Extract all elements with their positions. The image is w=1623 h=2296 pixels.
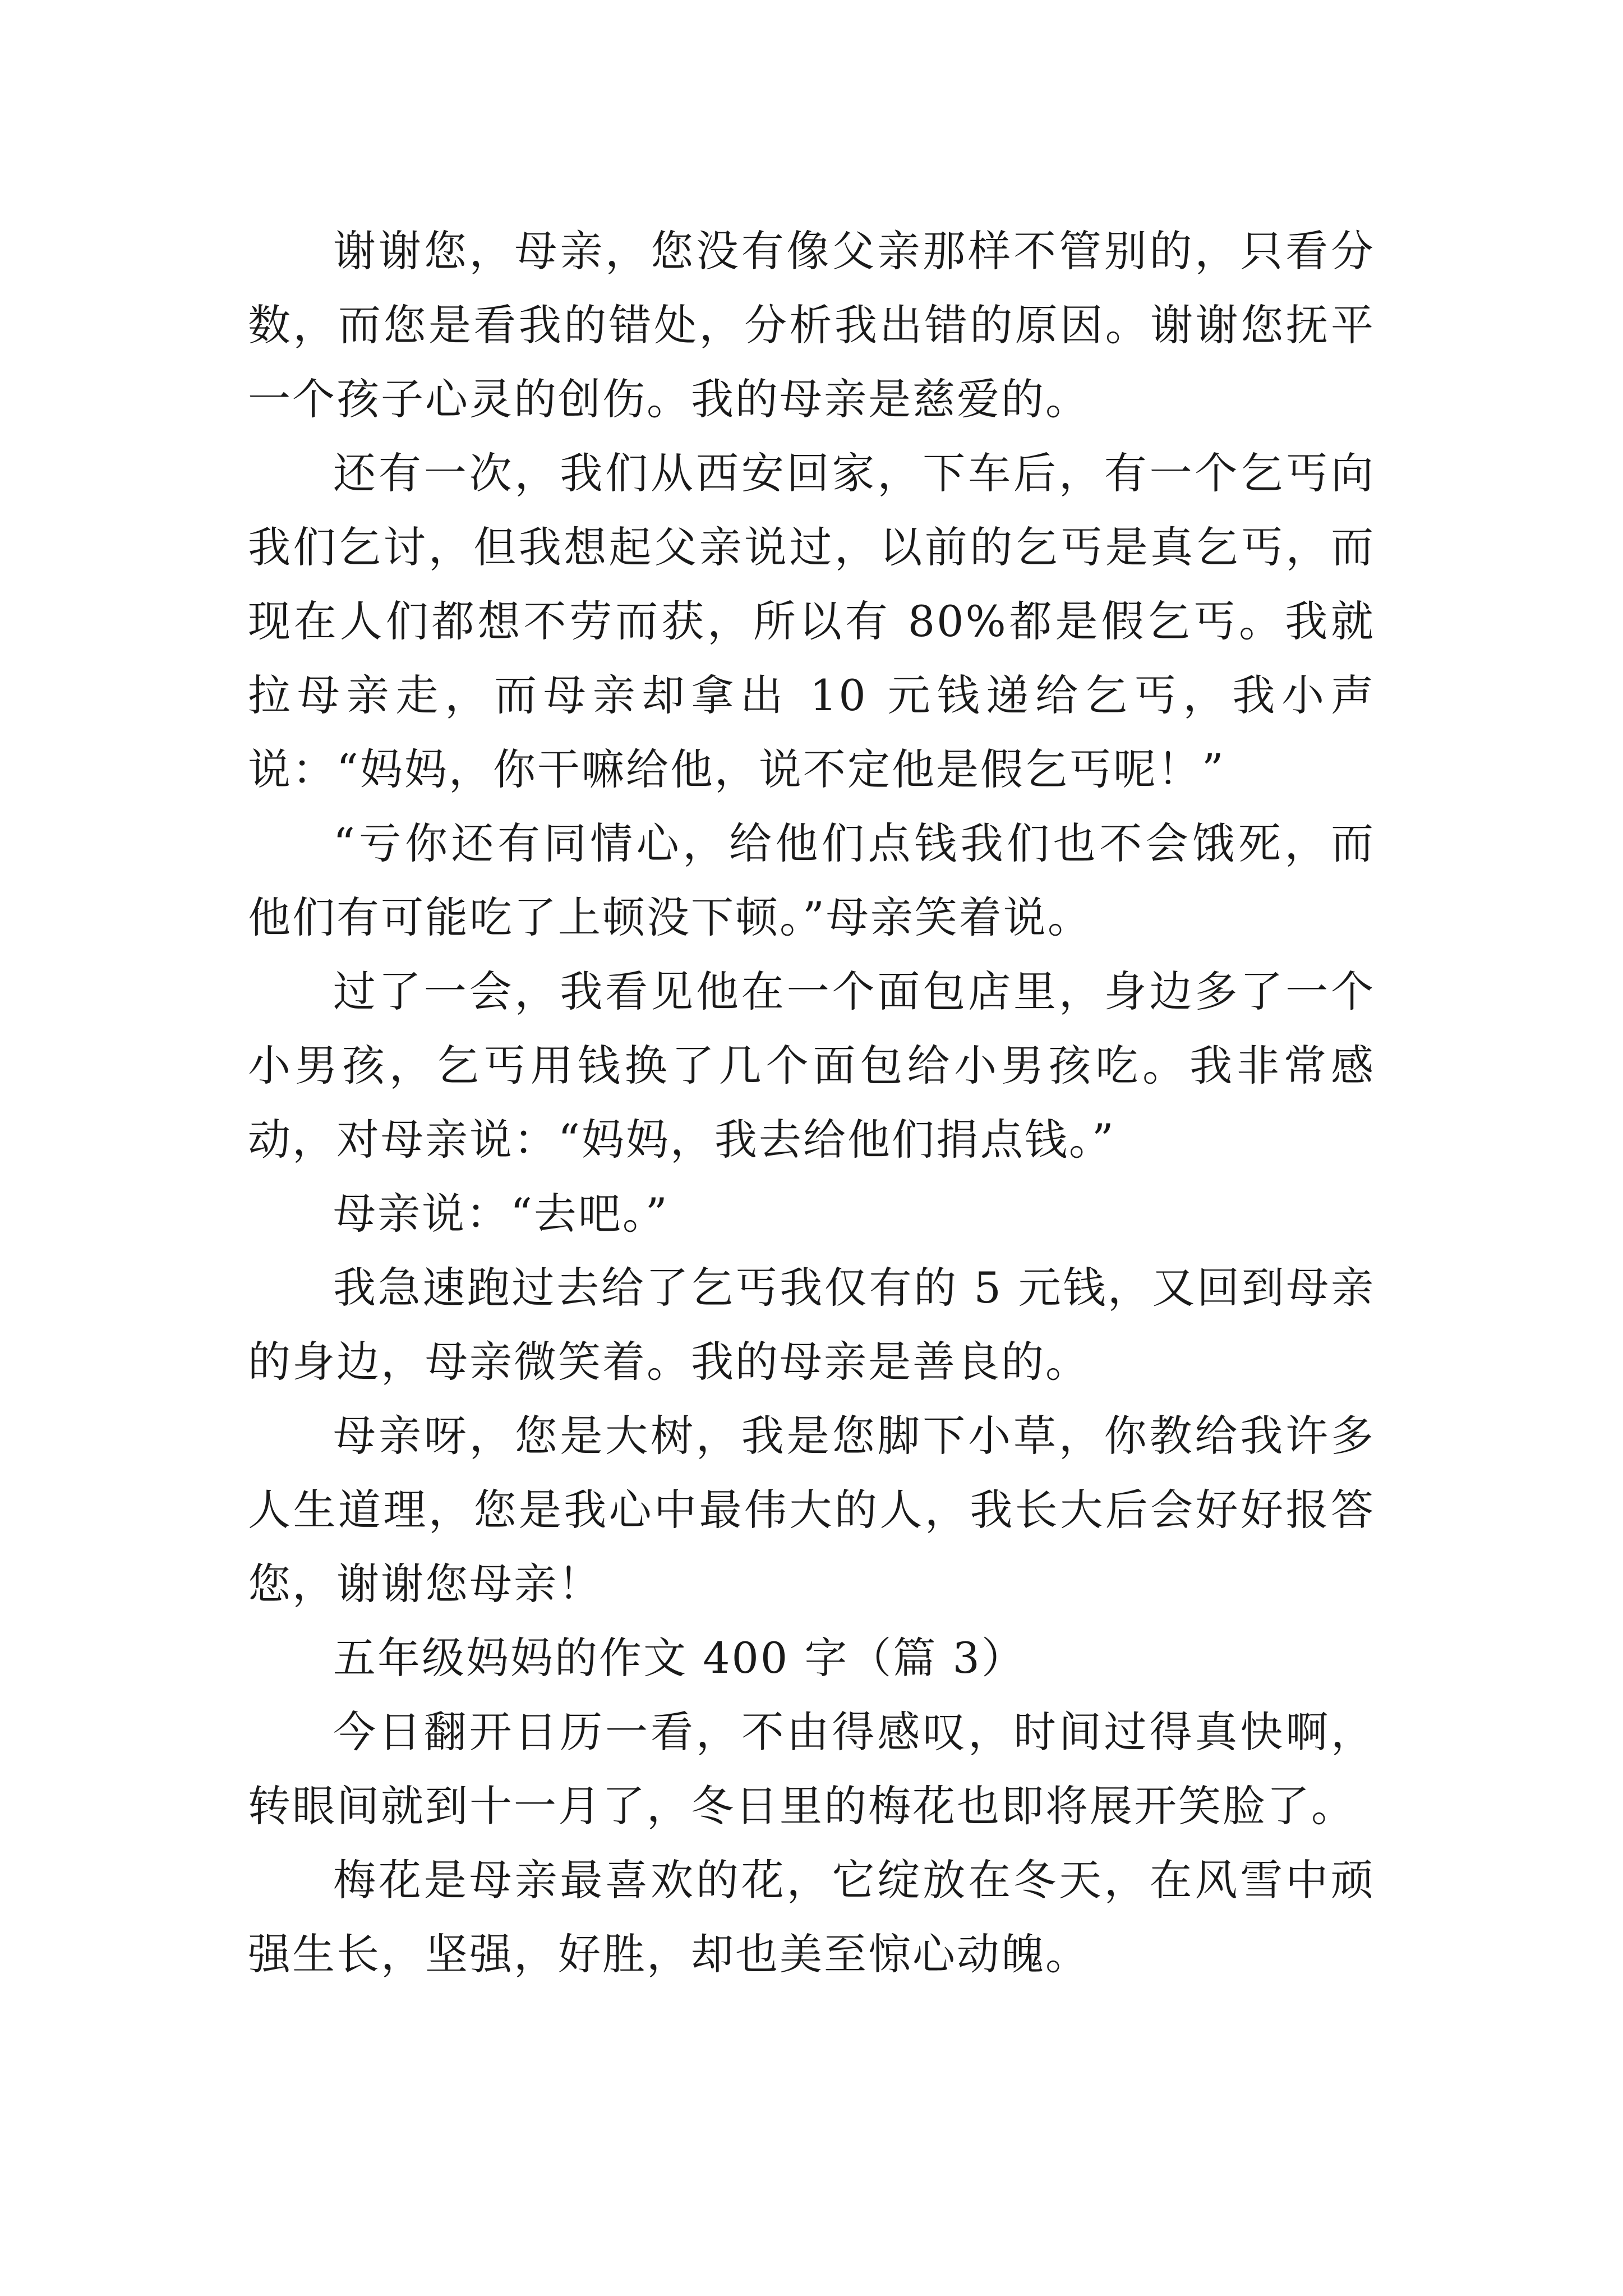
paragraph-mother-reply: “亏你还有同情心，给他们点钱我们也不会饿死，而他们有可能吃了上顿没下顿。”母亲笑着说。	[248, 818, 1375, 942]
paragraph-thanks-mother: 谢谢您，母亲，您没有像父亲那样不管别的，只看分数，而您是看我的错处，分析我出错的原因。谢谢您抚平一个孩子心灵的创伤。我的母亲是慈爱的。	[248, 226, 1375, 424]
paragraph-gave-money: 我急速跑过去给了乞丐我仅有的 5 元钱，又回到母亲的身边，母亲微笑着。我的母亲是善良的。	[248, 1263, 1375, 1387]
paragraph-go-ahead: 母亲说：“去吧。”	[333, 1189, 669, 1239]
paragraph-calendar: 今日翻开日历一看，不由得感叹，时间过得真快啊，转眼间就到十一月了，冬日里的梅花也即将展开笑脸了。	[248, 1707, 1375, 1831]
paragraph-bread-shop: 过了一会，我看见他在一个面包店里，身边多了一个小男孩，乞丐用钱换了几个面包给小男孩吃。我非常感动，对母亲说：“妈妈，我去给他们捐点钱。”	[248, 967, 1375, 1165]
paragraph-plum-blossom: 梅花是母亲最喜欢的花，它绽放在冬天，在风雪中顽强生长，坚强，好胜，却也美至惊心动魄。	[248, 1855, 1375, 1979]
document-body	[248, 214, 1375, 1991]
paragraph-big-tree: 母亲呀，您是大树，我是您脚下小草，你教给我许多人生道理，您是我心中最伟大的人，我长大后会好好报答您，谢谢您母亲！	[248, 1411, 1375, 1609]
section-heading: 五年级妈妈的作文 400 字（篇 3）	[333, 1633, 1026, 1683]
paragraph-beggar-story: 还有一次，我们从西安回家，下车后，有一个乞丐向我们乞讨，但我想起父亲说过，以前的乞丐是真乞丐，而现在人们都想不劳而获，所以有 80%都是假乞丐。我就拉母亲走，而母亲却拿出 10 元钱递给乞丐，我小声说：“妈妈，你干嘛给他，说不定他是假乞丐呢！”	[248, 448, 1375, 794]
